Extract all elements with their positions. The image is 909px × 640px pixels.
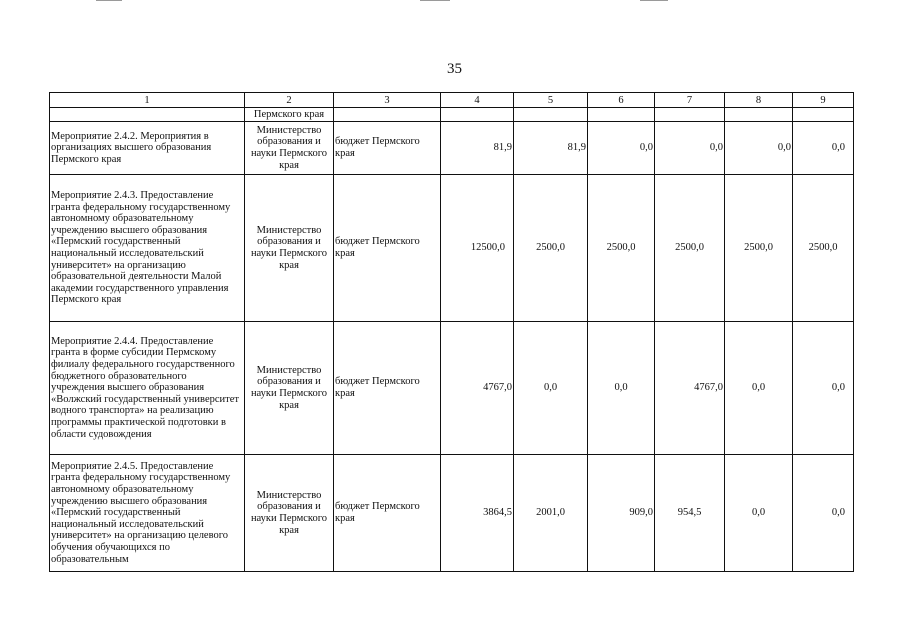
value-cell: 0,0	[725, 322, 793, 455]
value-cell: 0,0	[588, 122, 655, 175]
value-cell: 0,0	[793, 455, 854, 572]
event-cell: Мероприятие 2.4.2. Мероприятия в организациях высшего образования Пермского края	[50, 122, 245, 175]
event-cell: Мероприятие 2.4.4. Предоставление гранта в форме субсидии Пермскому филиалу федерального государственного бюджетного образовательного учреждения высшего образования «Волжский государственный университет водного транспорта» на реализацию программы практической подготовки в области судовождения	[50, 322, 245, 455]
continuation-row	[50, 108, 854, 122]
column-header: 7	[655, 93, 725, 108]
scan-edge-line	[640, 0, 668, 1]
ministry-cell: Пермского края	[245, 108, 334, 122]
source-cell: бюджет Пермского края	[334, 455, 441, 572]
value-cell	[441, 108, 514, 122]
source-cell: бюджет Пермского края	[334, 322, 441, 455]
source-cell: бюджет Пермского края	[334, 122, 441, 175]
ministry-cell: Министерство образования и науки Пермского края	[245, 122, 334, 175]
budget-table	[49, 92, 854, 572]
value-cell: 81,9	[441, 122, 514, 175]
table-row	[50, 455, 854, 572]
column-header: 4	[441, 93, 514, 108]
column-header: 3	[334, 93, 441, 108]
value-cell: 954,5	[655, 455, 725, 572]
header-row	[50, 93, 854, 108]
value-cell: 2500,0	[793, 175, 854, 322]
column-header: 1	[50, 93, 245, 108]
column-header: 6	[588, 93, 655, 108]
value-cell: 12500,0	[441, 175, 514, 322]
value-cell: 2500,0	[588, 175, 655, 322]
value-cell: 4767,0	[441, 322, 514, 455]
value-cell: 4767,0	[655, 322, 725, 455]
value-cell: 2001,0	[514, 455, 588, 572]
ministry-cell: Министерство образования и науки Пермского края	[245, 175, 334, 322]
event-cell: Мероприятие 2.4.3. Предоставление гранта федеральному государственному автономному образовательному учреждению высшего образования «Пермский государственный национальный исследовательский университет» на организацию образовательной деятельности Малой академии государственного управления Пермского края	[50, 175, 245, 322]
ministry-cell: Министерство образования и науки Пермского края	[245, 455, 334, 572]
scan-edge-line	[420, 0, 450, 1]
column-header: 8	[725, 93, 793, 108]
value-cell: 0,0	[793, 122, 854, 175]
value-cell: 0,0	[514, 322, 588, 455]
value-cell	[514, 108, 588, 122]
value-cell: 0,0	[793, 322, 854, 455]
page-number: 35	[447, 61, 462, 77]
value-cell	[655, 108, 725, 122]
value-cell: 2500,0	[655, 175, 725, 322]
value-cell: 81,9	[514, 122, 588, 175]
value-cell	[725, 108, 793, 122]
value-cell: 0,0	[725, 455, 793, 572]
source-cell	[334, 108, 441, 122]
column-header: 2	[245, 93, 334, 108]
value-cell	[793, 108, 854, 122]
source-cell: бюджет Пермского края	[334, 175, 441, 322]
value-cell: 0,0	[655, 122, 725, 175]
value-cell: 0,0	[588, 322, 655, 455]
value-cell	[588, 108, 655, 122]
value-cell: 0,0	[725, 122, 793, 175]
value-cell: 2500,0	[514, 175, 588, 322]
value-cell: 2500,0	[725, 175, 793, 322]
column-header: 5	[514, 93, 588, 108]
table-row	[50, 175, 854, 322]
event-cell	[50, 108, 245, 122]
scan-edge-line	[96, 0, 122, 1]
ministry-cell: Министерство образования и науки Пермского края	[245, 322, 334, 455]
table-row	[50, 322, 854, 455]
table-row	[50, 122, 854, 175]
column-header: 9	[793, 93, 854, 108]
event-cell: Мероприятие 2.4.5. Предоставление гранта федеральному государственному автономному образовательному учреждению высшего образования «Пермский государственный национальный исследовательский университет» на организацию целевого обучения обучающихся по образовательным	[50, 455, 245, 572]
value-cell: 909,0	[588, 455, 655, 572]
value-cell: 3864,5	[441, 455, 514, 572]
